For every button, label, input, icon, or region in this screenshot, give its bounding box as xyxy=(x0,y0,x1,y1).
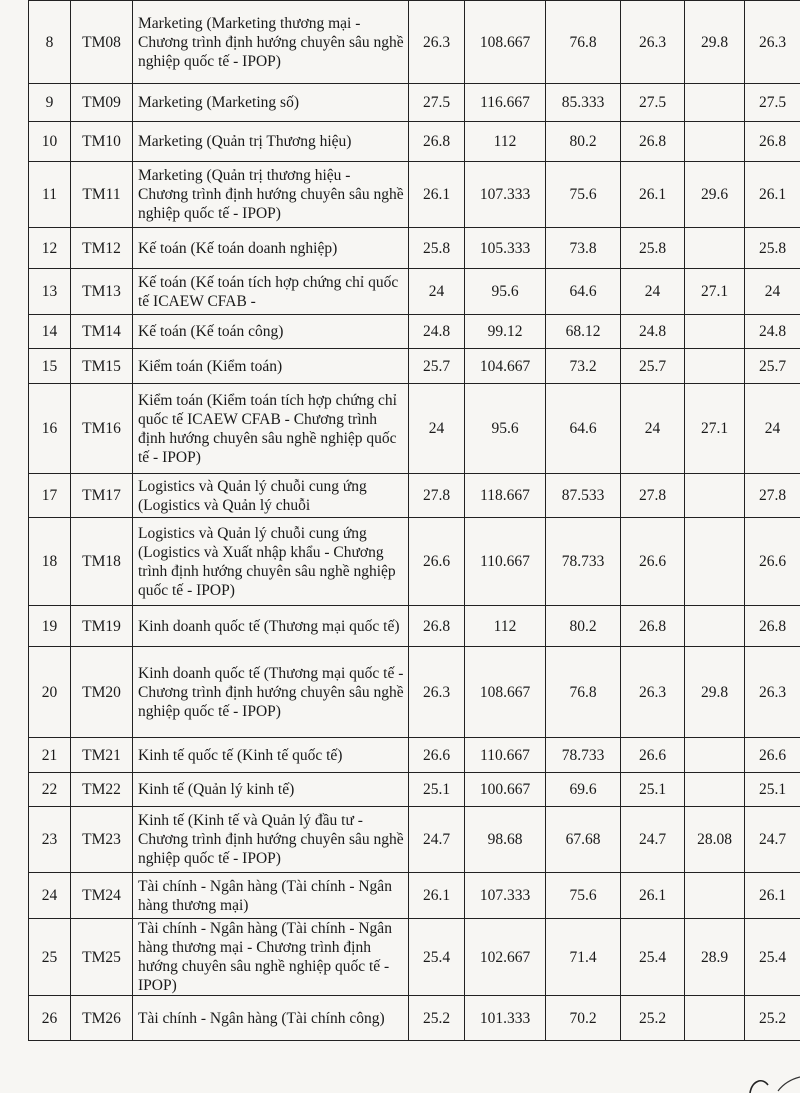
score-col-2: 95.6 xyxy=(465,384,546,474)
row-number: 16 xyxy=(29,384,71,474)
score-col-2: 105.333 xyxy=(465,228,546,269)
score-col-5 xyxy=(685,122,745,162)
score-col-4: 25.2 xyxy=(621,996,685,1041)
score-col-1: 27.5 xyxy=(409,84,465,122)
score-col-6: 25.8 xyxy=(745,228,800,269)
score-col-3: 78.733 xyxy=(546,738,621,773)
major-name: Kinh doanh quốc tế (Thương mại quốc tế) xyxy=(133,606,409,647)
table-row xyxy=(29,647,800,738)
row-number: 26 xyxy=(29,996,71,1041)
score-col-5 xyxy=(685,873,745,919)
score-col-1: 26.1 xyxy=(409,162,465,228)
score-col-2: 99.12 xyxy=(465,315,546,349)
major-name: Marketing (Marketing thương mại - Chương trình định hướng chuyên sâu nghề nghiệp quốc tế - IPOP) xyxy=(133,1,409,84)
score-col-2: 98.68 xyxy=(465,807,546,873)
score-col-2: 104.667 xyxy=(465,349,546,384)
score-col-3: 67.68 xyxy=(546,807,621,873)
major-code: TM18 xyxy=(71,518,133,606)
score-col-3: 85.333 xyxy=(546,84,621,122)
score-col-2: 110.667 xyxy=(465,518,546,606)
score-col-3: 70.2 xyxy=(546,996,621,1041)
row-number: 19 xyxy=(29,606,71,647)
table-row xyxy=(29,269,800,315)
major-code: TM17 xyxy=(71,474,133,518)
table-row xyxy=(29,873,800,919)
score-col-6: 24 xyxy=(745,269,800,315)
major-code: TM08 xyxy=(71,1,133,84)
score-col-3: 80.2 xyxy=(546,606,621,647)
score-col-1: 24.7 xyxy=(409,807,465,873)
score-col-1: 25.8 xyxy=(409,228,465,269)
signature-scribble xyxy=(600,1063,800,1093)
major-name: Logistics và Quản lý chuỗi cung ứng (Logistics và Xuất nhập khẩu - Chương trình định hướng chuyên sâu nghề nghiệp quốc tế - IPOP) xyxy=(133,518,409,606)
major-name: Kinh tế (Quản lý kinh tế) xyxy=(133,773,409,807)
score-col-2: 110.667 xyxy=(465,738,546,773)
score-col-3: 75.6 xyxy=(546,162,621,228)
score-col-5 xyxy=(685,228,745,269)
table-row xyxy=(29,518,800,606)
major-code: TM13 xyxy=(71,269,133,315)
score-col-4: 24.7 xyxy=(621,807,685,873)
score-col-2: 118.667 xyxy=(465,474,546,518)
major-code: TM12 xyxy=(71,228,133,269)
score-col-2: 108.667 xyxy=(465,647,546,738)
score-col-6: 24.7 xyxy=(745,807,800,873)
score-col-4: 27.5 xyxy=(621,84,685,122)
table-row xyxy=(29,384,800,474)
table-row xyxy=(29,738,800,773)
table-row xyxy=(29,773,800,807)
major-code: TM15 xyxy=(71,349,133,384)
major-code: TM11 xyxy=(71,162,133,228)
score-col-4: 26.3 xyxy=(621,647,685,738)
score-col-3: 64.6 xyxy=(546,269,621,315)
admission-scores-table xyxy=(28,0,800,1041)
score-col-5 xyxy=(685,84,745,122)
score-col-1: 26.8 xyxy=(409,606,465,647)
score-col-5 xyxy=(685,773,745,807)
major-code: TM09 xyxy=(71,84,133,122)
row-number: 17 xyxy=(29,474,71,518)
score-col-1: 25.7 xyxy=(409,349,465,384)
table-row xyxy=(29,919,800,996)
score-col-3: 73.8 xyxy=(546,228,621,269)
score-col-6: 26.3 xyxy=(745,1,800,84)
score-col-4: 26.3 xyxy=(621,1,685,84)
score-col-3: 75.6 xyxy=(546,873,621,919)
major-name: Kế toán (Kế toán doanh nghiệp) xyxy=(133,228,409,269)
score-col-4: 25.1 xyxy=(621,773,685,807)
score-col-4: 26.1 xyxy=(621,162,685,228)
row-number: 18 xyxy=(29,518,71,606)
major-code: TM22 xyxy=(71,773,133,807)
score-col-3: 64.6 xyxy=(546,384,621,474)
score-col-6: 26.6 xyxy=(745,518,800,606)
score-col-4: 26.8 xyxy=(621,122,685,162)
score-col-2: 112 xyxy=(465,122,546,162)
score-col-2: 100.667 xyxy=(465,773,546,807)
row-number: 12 xyxy=(29,228,71,269)
score-col-6: 27.8 xyxy=(745,474,800,518)
score-col-1: 24 xyxy=(409,269,465,315)
score-col-5 xyxy=(685,738,745,773)
score-col-6: 24 xyxy=(745,384,800,474)
score-col-6: 26.8 xyxy=(745,606,800,647)
score-col-5 xyxy=(685,315,745,349)
score-col-4: 24 xyxy=(621,269,685,315)
major-name: Kế toán (Kế toán tích hợp chứng chỉ quốc tế ICAEW CFAB - xyxy=(133,269,409,315)
major-code: TM24 xyxy=(71,873,133,919)
score-col-5 xyxy=(685,518,745,606)
score-col-1: 25.2 xyxy=(409,996,465,1041)
score-col-3: 87.533 xyxy=(546,474,621,518)
major-name: Marketing (Quản trị Thương hiệu) xyxy=(133,122,409,162)
score-col-5: 27.1 xyxy=(685,269,745,315)
score-col-6: 26.1 xyxy=(745,162,800,228)
table-row xyxy=(29,606,800,647)
score-col-6: 26.1 xyxy=(745,873,800,919)
score-col-2: 102.667 xyxy=(465,919,546,996)
score-col-1: 27.8 xyxy=(409,474,465,518)
major-name: Marketing (Quản trị thương hiệu - Chương trình định hướng chuyên sâu nghề nghiệp quốc tế - IPOP) xyxy=(133,162,409,228)
major-name: Kế toán (Kế toán công) xyxy=(133,315,409,349)
row-number: 11 xyxy=(29,162,71,228)
table-row xyxy=(29,807,800,873)
score-col-4: 24 xyxy=(621,384,685,474)
score-col-6: 27.5 xyxy=(745,84,800,122)
score-col-3: 76.8 xyxy=(546,1,621,84)
score-col-3: 78.733 xyxy=(546,518,621,606)
score-col-3: 80.2 xyxy=(546,122,621,162)
score-col-3: 68.12 xyxy=(546,315,621,349)
score-col-4: 26.6 xyxy=(621,738,685,773)
major-code: TM20 xyxy=(71,647,133,738)
major-code: TM16 xyxy=(71,384,133,474)
row-number: 23 xyxy=(29,807,71,873)
score-col-2: 116.667 xyxy=(465,84,546,122)
score-col-4: 24.8 xyxy=(621,315,685,349)
score-col-4: 26.6 xyxy=(621,518,685,606)
major-code: TM19 xyxy=(71,606,133,647)
major-name: Tài chính - Ngân hàng (Tài chính công) xyxy=(133,996,409,1041)
table-row xyxy=(29,315,800,349)
score-col-6: 25.2 xyxy=(745,996,800,1041)
row-number: 20 xyxy=(29,647,71,738)
score-col-3: 71.4 xyxy=(546,919,621,996)
score-col-5: 29.6 xyxy=(685,162,745,228)
table-row xyxy=(29,162,800,228)
major-name: Tài chính - Ngân hàng (Tài chính - Ngân hàng thương mại) xyxy=(133,873,409,919)
score-col-6: 24.8 xyxy=(745,315,800,349)
score-col-2: 112 xyxy=(465,606,546,647)
major-name: Kinh tế (Kinh tế và Quản lý đầu tư - Chương trình định hướng chuyên sâu nghề nghiệp quốc tế - IPOP) xyxy=(133,807,409,873)
score-col-5: 29.8 xyxy=(685,1,745,84)
major-name: Tài chính - Ngân hàng (Tài chính - Ngân hàng thương mại - Chương trình định hướng chuyên sâu nghề nghiệp quốc tế - IPOP) xyxy=(133,919,409,996)
score-col-2: 101.333 xyxy=(465,996,546,1041)
score-col-6: 26.6 xyxy=(745,738,800,773)
row-number: 8 xyxy=(29,1,71,84)
row-number: 15 xyxy=(29,349,71,384)
score-col-2: 95.6 xyxy=(465,269,546,315)
score-col-1: 26.1 xyxy=(409,873,465,919)
major-name: Kiểm toán (Kiểm toán tích hợp chứng chỉ quốc tế ICAEW CFAB - Chương trình định hướng chuyên sâu nghề nghiệp quốc tế - IPOP) xyxy=(133,384,409,474)
table-row xyxy=(29,996,800,1041)
score-col-1: 26.3 xyxy=(409,1,465,84)
score-col-3: 69.6 xyxy=(546,773,621,807)
row-number: 25 xyxy=(29,919,71,996)
score-col-4: 26.1 xyxy=(621,873,685,919)
major-name: Kiểm toán (Kiểm toán) xyxy=(133,349,409,384)
major-code: TM23 xyxy=(71,807,133,873)
major-name: Logistics và Quản lý chuỗi cung ứng (Logistics và Quản lý chuỗi xyxy=(133,474,409,518)
score-col-6: 26.3 xyxy=(745,647,800,738)
score-col-1: 25.1 xyxy=(409,773,465,807)
major-code: TM10 xyxy=(71,122,133,162)
score-col-2: 108.667 xyxy=(465,1,546,84)
score-col-1: 24.8 xyxy=(409,315,465,349)
score-col-1: 26.6 xyxy=(409,518,465,606)
row-number: 10 xyxy=(29,122,71,162)
score-col-5: 28.08 xyxy=(685,807,745,873)
score-col-6: 26.8 xyxy=(745,122,800,162)
table-row xyxy=(29,228,800,269)
table-row xyxy=(29,474,800,518)
score-col-4: 26.8 xyxy=(621,606,685,647)
row-number: 24 xyxy=(29,873,71,919)
major-code: TM14 xyxy=(71,315,133,349)
score-col-6: 25.7 xyxy=(745,349,800,384)
score-col-5 xyxy=(685,996,745,1041)
score-col-5: 28.9 xyxy=(685,919,745,996)
row-number: 21 xyxy=(29,738,71,773)
score-col-3: 76.8 xyxy=(546,647,621,738)
score-col-1: 26.8 xyxy=(409,122,465,162)
major-code: TM26 xyxy=(71,996,133,1041)
score-col-4: 25.4 xyxy=(621,919,685,996)
score-col-4: 27.8 xyxy=(621,474,685,518)
row-number: 14 xyxy=(29,315,71,349)
score-col-2: 107.333 xyxy=(465,162,546,228)
major-name: Kinh doanh quốc tế (Thương mại quốc tế - Chương trình định hướng chuyên sâu nghề nghiệp quốc tế - IPOP) xyxy=(133,647,409,738)
table-row xyxy=(29,84,800,122)
score-col-5 xyxy=(685,474,745,518)
score-col-3: 73.2 xyxy=(546,349,621,384)
major-name: Marketing (Marketing số) xyxy=(133,84,409,122)
major-name: Kinh tế quốc tế (Kinh tế quốc tế) xyxy=(133,738,409,773)
table-row xyxy=(29,349,800,384)
table-row xyxy=(29,1,800,84)
score-col-1: 24 xyxy=(409,384,465,474)
row-number: 22 xyxy=(29,773,71,807)
table-body xyxy=(29,1,800,1041)
score-col-6: 25.4 xyxy=(745,919,800,996)
row-number: 9 xyxy=(29,84,71,122)
score-col-1: 25.4 xyxy=(409,919,465,996)
score-col-1: 26.3 xyxy=(409,647,465,738)
major-code: TM21 xyxy=(71,738,133,773)
score-col-5: 29.8 xyxy=(685,647,745,738)
score-col-4: 25.7 xyxy=(621,349,685,384)
score-col-5: 27.1 xyxy=(685,384,745,474)
score-col-5 xyxy=(685,606,745,647)
score-col-5 xyxy=(685,349,745,384)
table-row xyxy=(29,122,800,162)
score-col-6: 25.1 xyxy=(745,773,800,807)
major-code: TM25 xyxy=(71,919,133,996)
score-col-4: 25.8 xyxy=(621,228,685,269)
score-col-1: 26.6 xyxy=(409,738,465,773)
row-number: 13 xyxy=(29,269,71,315)
score-col-2: 107.333 xyxy=(465,873,546,919)
